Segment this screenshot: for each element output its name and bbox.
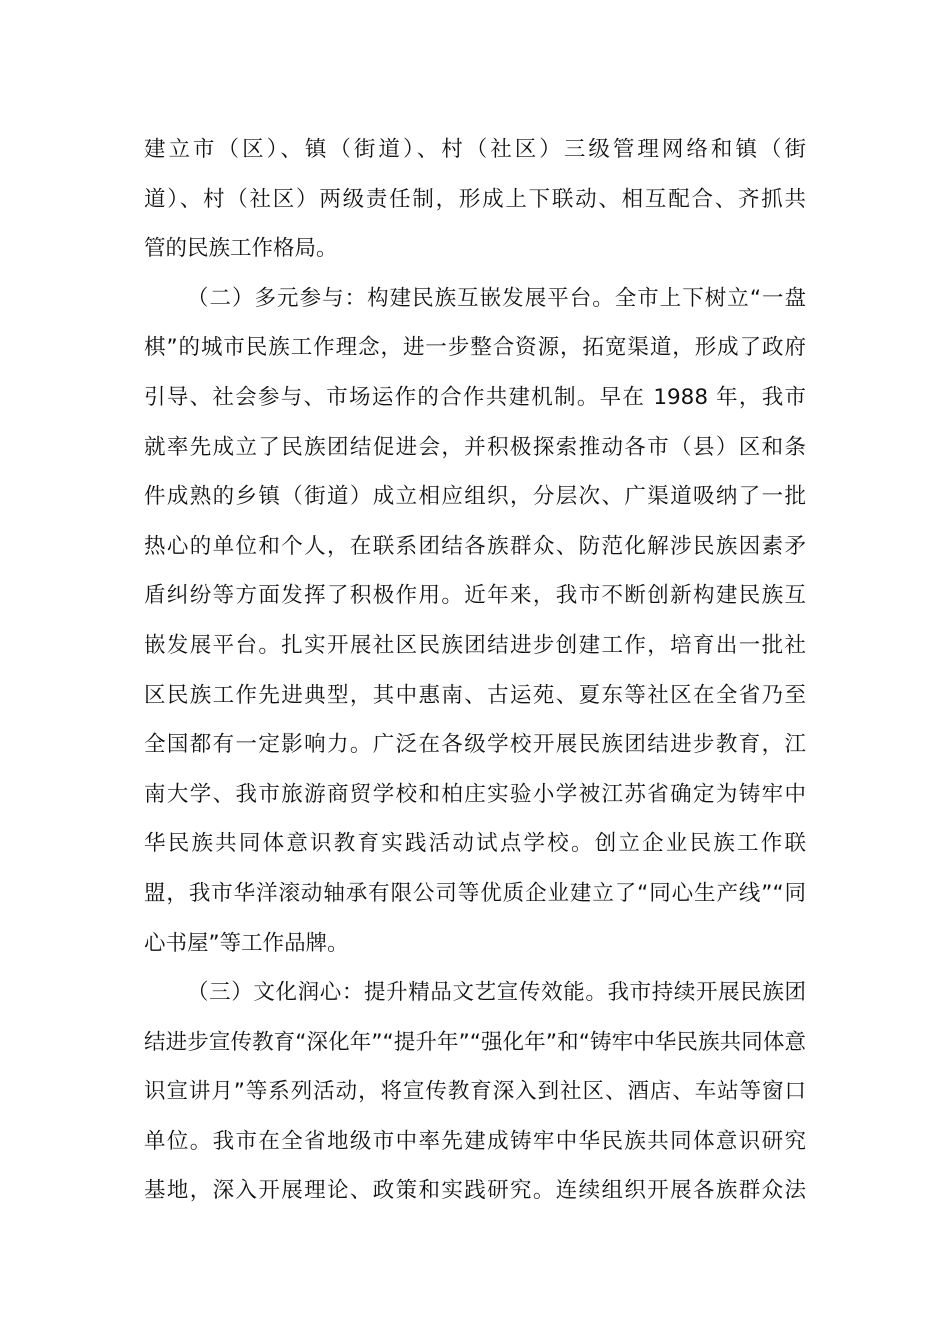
paragraph-heading-line: （三）文化润心：提升精品文艺宣传效能。我市持续开展民族团	[187, 980, 806, 1006]
text-line: 棋”的城市民族工作理念，进一步整合资源，拓宽渠道，形成了政府	[144, 335, 806, 361]
text-line: 热心的单位和个人，在联系团结各族群众、防范化解涉民族因素矛	[144, 533, 806, 559]
document-body	[144, 125, 806, 1216]
text-line: 华民族共同体意识教育实践活动试点学校。创立企业民族工作联	[144, 831, 806, 857]
text-line: 管的民族工作格局。	[144, 236, 338, 262]
text-line: 全国都有一定影响力。广泛在各级学校开展民族团结进步教育，江	[144, 732, 806, 758]
text-line: 结进步宣传教育“深化年”“提升年”“强化年”和“铸牢中华民族共同体意	[144, 1029, 806, 1055]
text-line: 引导、社会参与、市场运作的合作共建机制。早在 1988 年，我市	[144, 384, 806, 410]
text-line: 南大学、我市旅游商贸学校和柏庄实验小学被江苏省确定为铸牢中	[144, 781, 806, 807]
text-line: 单位。我市在全省地级市中率先建成铸牢中华民族共同体意识研究	[144, 1128, 806, 1154]
text-line: 件成熟的乡镇（街道）成立相应组织，分层次、广渠道吸纳了一批	[144, 484, 806, 510]
paragraph-heading-line: （二）多元参与：构建民族互嵌发展平台。全市上下树立“一盘	[187, 285, 806, 311]
text-line: 区民族工作先进典型，其中惠南、古运苑、夏东等社区在全省乃至	[144, 682, 806, 708]
text-line: 道）、村（社区）两级责任制，形成上下联动、相互配合、齐抓共	[144, 186, 806, 212]
text-line: 心书屋”等工作品牌。	[144, 930, 349, 956]
text-line: 基地，深入开展理论、政策和实践研究。连续组织开展各族群众法	[144, 1178, 806, 1204]
text-line: 盾纠纷等方面发挥了积极作用。近年来，我市不断创新构建民族互	[144, 583, 806, 609]
text-line: 识宣讲月”等系列活动，将宣传教育深入到社区、酒店、车站等窗口	[144, 1079, 806, 1105]
text-line: 嵌发展平台。扎实开展社区民族团结进步创建工作，培育出一批社	[144, 632, 806, 658]
text-line: 就率先成立了民族团结促进会，并积极探索推动各市（县）区和条	[144, 434, 806, 460]
text-line: 建立市（区）、镇（街道）、村（社区）三级管理网络和镇（街	[144, 137, 806, 162]
text-line: 盟，我市华洋滚动轴承有限公司等优质企业建立了“同心生产线”“同	[144, 880, 806, 906]
